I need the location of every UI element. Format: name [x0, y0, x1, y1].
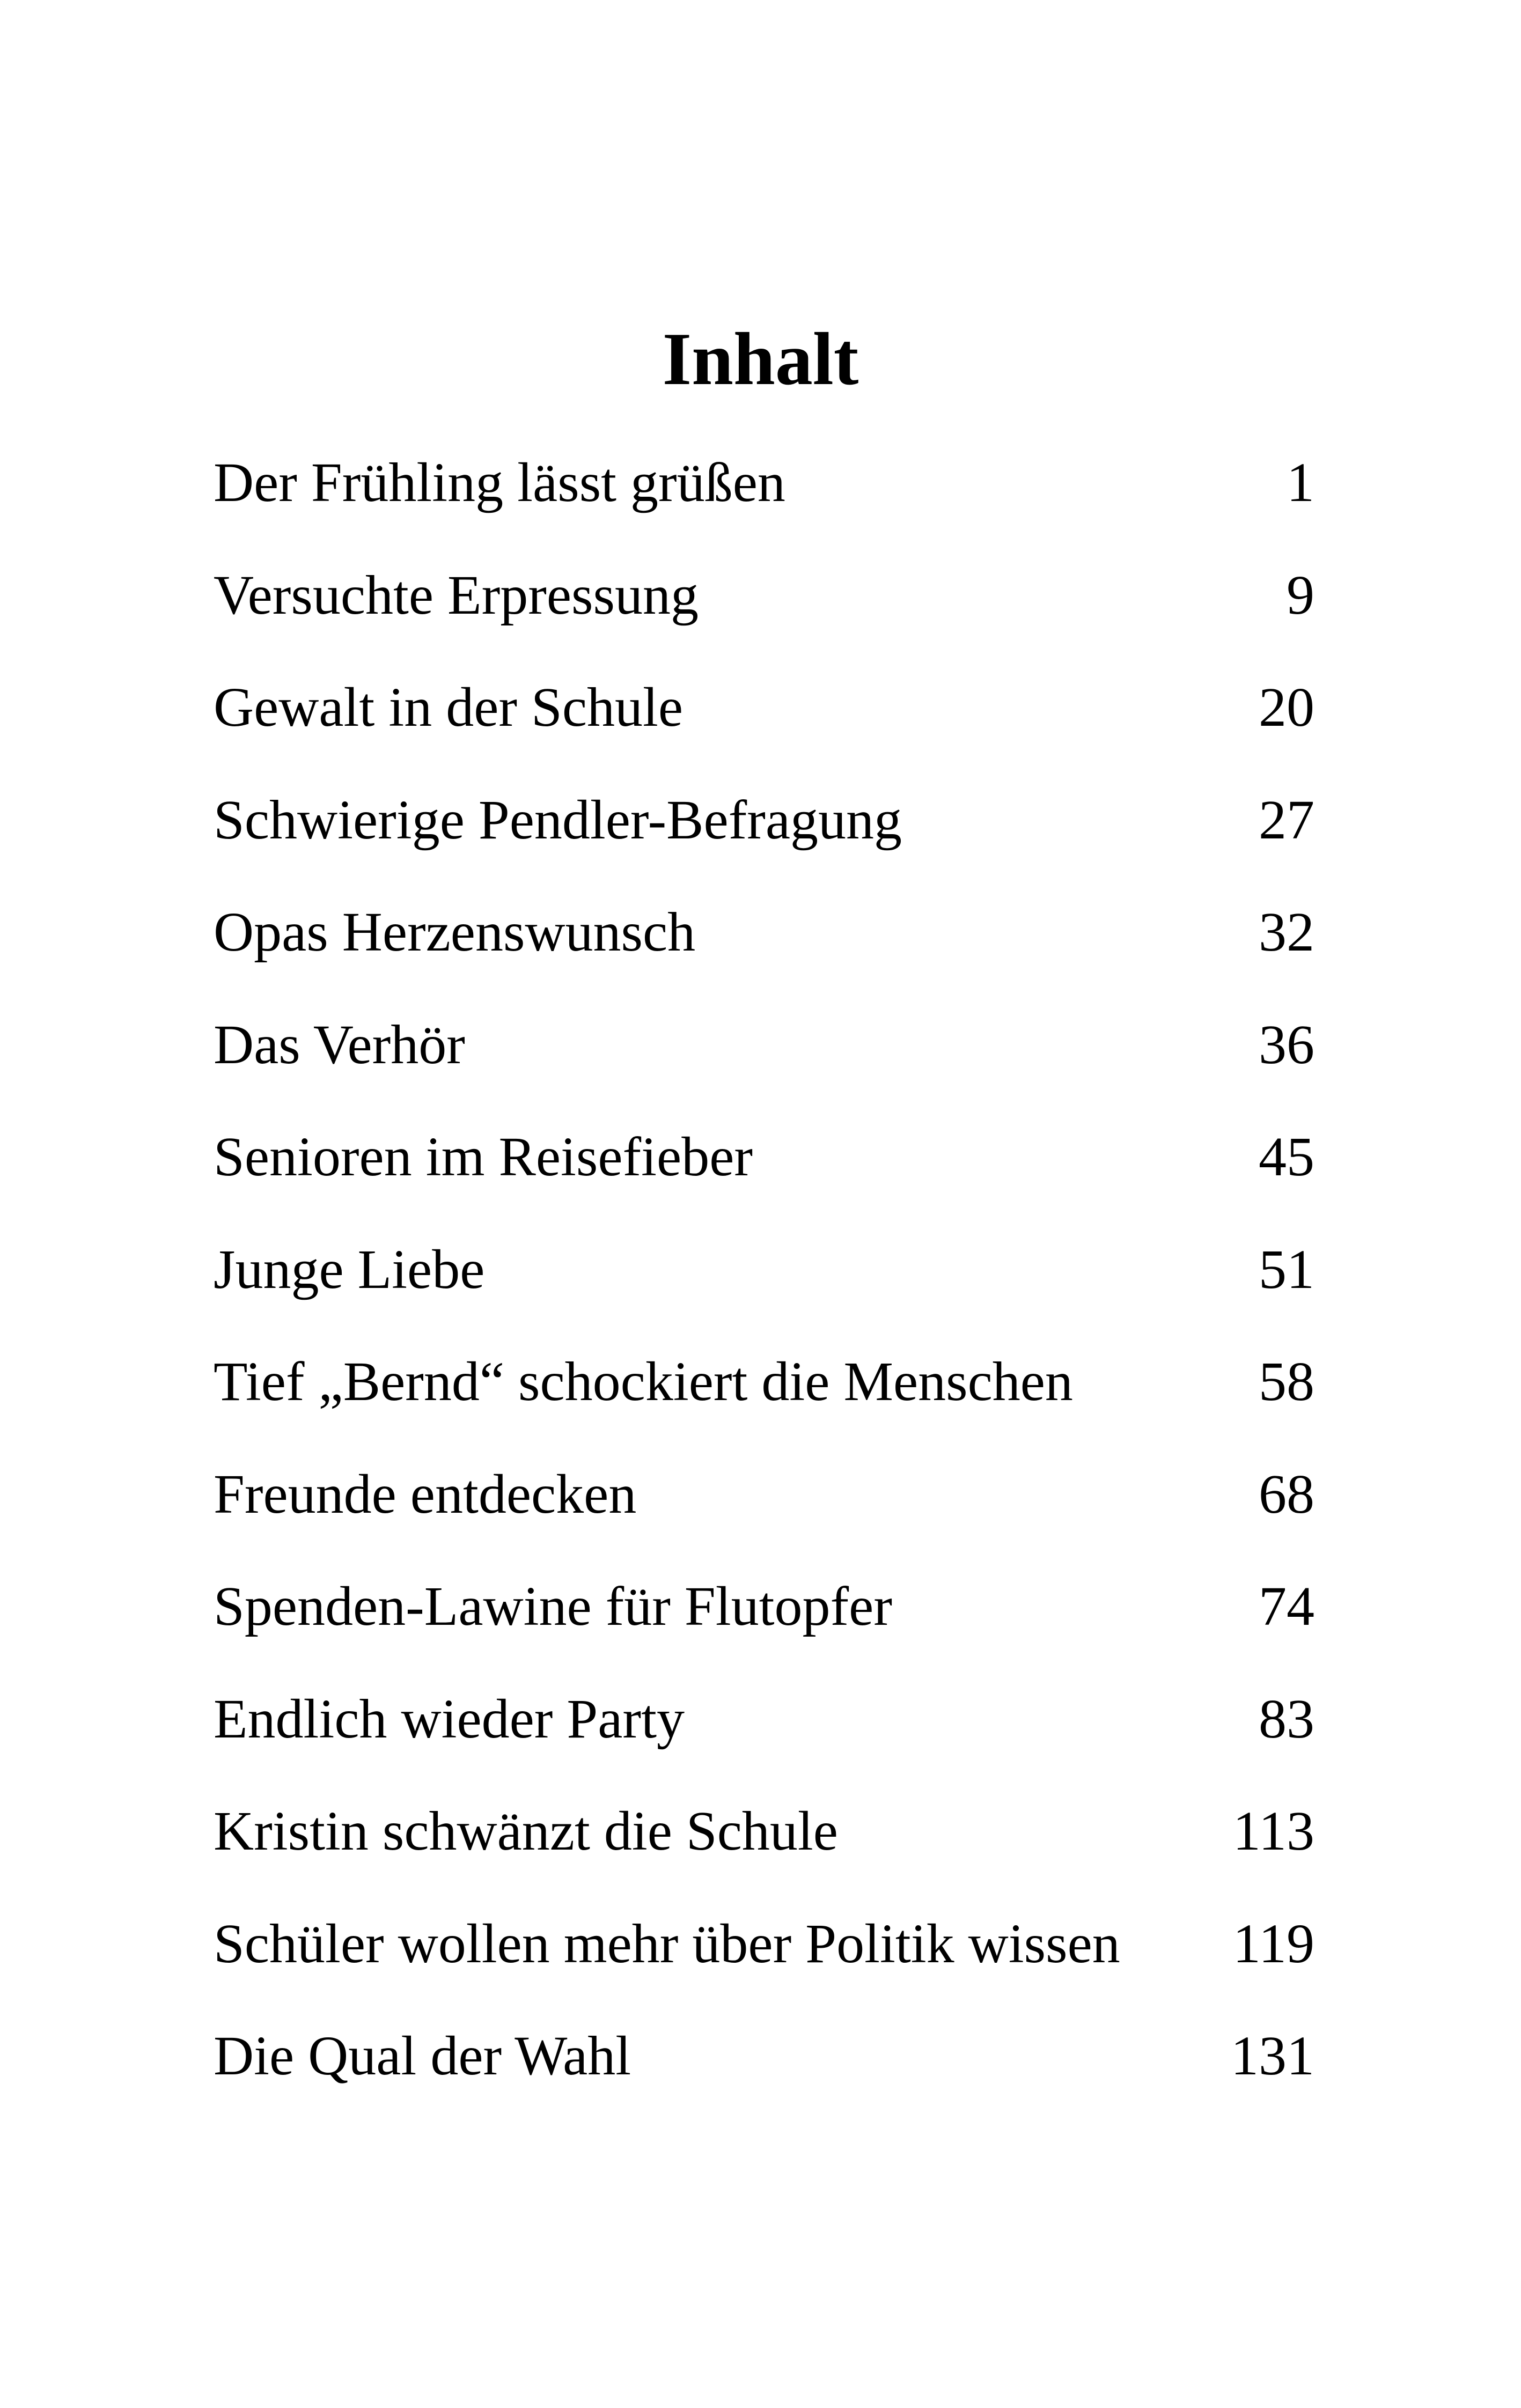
- toc-entry-page: 45: [1259, 1126, 1314, 1188]
- toc-entry-page: 32: [1259, 901, 1314, 963]
- toc-entry-title: Freunde entdecken: [214, 1463, 637, 1525]
- toc-entry-page: 51: [1259, 1238, 1314, 1300]
- toc-entry-title: Kristin schwänzt die Schule: [214, 1800, 838, 1862]
- toc-entry: [214, 553, 1314, 665]
- toc-entry-page: 131: [1231, 2025, 1314, 2087]
- toc-entry: [214, 1114, 1314, 1227]
- toc-entry-page: 36: [1259, 1013, 1314, 1076]
- page-title: Inhalt: [662, 318, 859, 401]
- toc-entry-page: 113: [1232, 1800, 1314, 1862]
- toc-entry: [214, 1901, 1314, 2014]
- toc-entry-page: 58: [1259, 1351, 1314, 1412]
- toc-entry: [214, 777, 1314, 890]
- toc-entry: [214, 665, 1314, 777]
- toc-entry-title: Schwierige Pendler-Befragung: [214, 789, 902, 851]
- toc-entry-title: Gewalt in der Schule: [214, 676, 684, 738]
- toc-entry-page: 74: [1259, 1575, 1314, 1637]
- toc-entry-page: 9: [1287, 564, 1314, 626]
- toc-entry: [214, 889, 1314, 1002]
- toc-entry-page: 20: [1259, 676, 1314, 738]
- toc-entry-title: Der Frühling lässt grüßen: [214, 452, 785, 513]
- toc-entry: [214, 1564, 1314, 1676]
- toc-entry-page: 68: [1259, 1463, 1314, 1525]
- toc-entry-page: 27: [1259, 789, 1314, 851]
- toc-entry-title: Senioren im Reisefieber: [214, 1126, 753, 1188]
- toc-entry-title: Spenden-Lawine für Flutopfer: [214, 1575, 892, 1637]
- toc-entry-title: Junge Liebe: [214, 1238, 485, 1300]
- toc-entry: [214, 1339, 1314, 1452]
- toc-entry: [214, 1676, 1314, 1789]
- toc-entry: [214, 2013, 1314, 2126]
- toc-entry-title: Tief „Bernd“ schockiert die Menschen: [214, 1351, 1073, 1412]
- toc-entry: [214, 1452, 1314, 1564]
- toc-entry: [214, 440, 1314, 553]
- toc-entry-title: Die Qual der Wahl: [214, 2025, 631, 2087]
- toc-entry-title: Versuchte Erpressung: [214, 564, 699, 626]
- toc-entry-title: Schüler wollen mehr über Politik wissen: [214, 1912, 1120, 1975]
- toc-entry: [214, 1227, 1314, 1339]
- toc-entry-title: Das Verhör: [214, 1013, 465, 1076]
- table-of-contents: [214, 440, 1314, 2126]
- toc-entry-page: 83: [1259, 1688, 1314, 1750]
- toc-entry-page: 1: [1287, 452, 1314, 513]
- toc-entry-title: Opas Herzenswunsch: [214, 901, 696, 963]
- toc-entry: [214, 1002, 1314, 1115]
- toc-entry-page: 119: [1232, 1912, 1314, 1975]
- toc-entry: [214, 1788, 1314, 1901]
- toc-entry-title: Endlich wieder Party: [214, 1688, 685, 1750]
